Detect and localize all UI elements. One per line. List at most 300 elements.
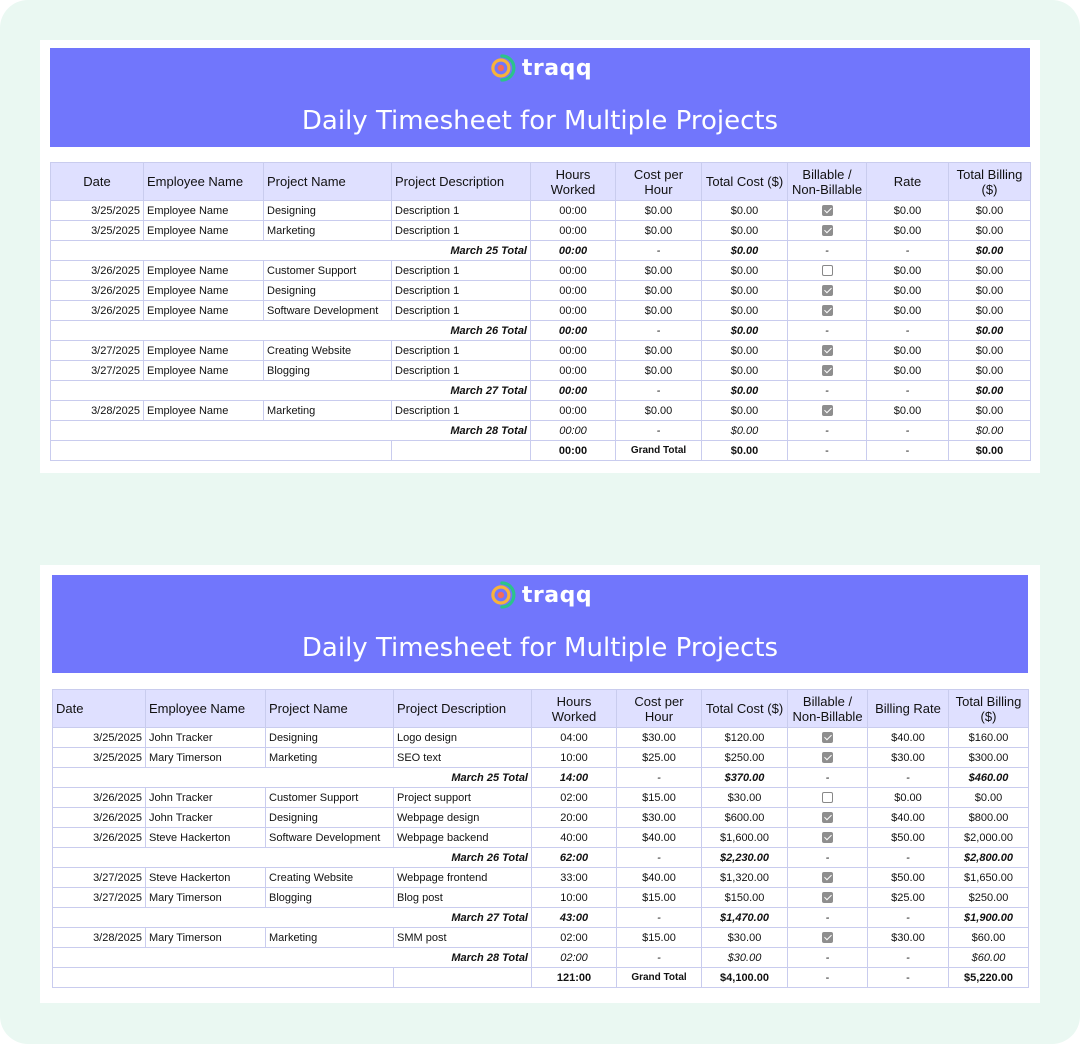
total-billing-cell: $0.00 [949, 788, 1029, 808]
subtotal-label: March 25 Total [51, 241, 531, 261]
column-header-rate: Billing Rate [868, 690, 949, 728]
project-cell: Customer Support [264, 261, 392, 281]
grand-total-empty [51, 441, 392, 461]
description-cell: Webpage backend [394, 828, 532, 848]
description-cell: Logo design [394, 728, 532, 748]
sheet-title: Daily Timesheet for Multiple Projects [301, 106, 779, 136]
checked-checkbox-icon[interactable] [822, 752, 833, 763]
rate-cell: $50.00 [868, 868, 949, 888]
description-cell: Description 1 [392, 401, 531, 421]
total-cost-cell: $0.00 [702, 401, 788, 421]
total-cost-cell: $0.00 [702, 361, 788, 381]
cost-per-hour-cell: $25.00 [617, 748, 702, 768]
subtotal-row [51, 421, 1031, 441]
checked-checkbox-icon[interactable] [822, 365, 833, 376]
grand-total-cost: $0.00 [702, 441, 788, 461]
grand-total-label: Grand Total [617, 968, 702, 988]
billable-cell [788, 808, 868, 828]
description-cell: SMM post [394, 928, 532, 948]
table-row [51, 221, 1031, 241]
subtotal-rate: - [868, 768, 949, 788]
employee-cell: Employee Name [144, 401, 264, 421]
employee-cell: Employee Name [144, 201, 264, 221]
table-row [53, 928, 1029, 948]
grand-total-billable: - [788, 441, 867, 461]
rate-cell: $0.00 [867, 281, 949, 301]
subtotal-row [51, 381, 1031, 401]
total-cost-cell: $600.00 [702, 808, 788, 828]
hours-cell: 10:00 [532, 748, 617, 768]
checked-checkbox-icon[interactable] [822, 285, 833, 296]
employee-cell: John Tracker [146, 808, 266, 828]
subtotal-label: March 26 Total [53, 848, 532, 868]
table-row [51, 301, 1031, 321]
employee-cell: Mary Timerson [146, 928, 266, 948]
table-row [51, 261, 1031, 281]
subtotal-total-cost: $2,230.00 [702, 848, 788, 868]
grand-total-empty [394, 968, 532, 988]
checked-checkbox-icon[interactable] [822, 872, 833, 883]
billable-cell [788, 261, 867, 281]
grand-total-empty [392, 441, 531, 461]
date-cell: 3/26/2025 [51, 281, 144, 301]
subtotal-total-cost: $0.00 [702, 241, 788, 261]
date-cell: 3/25/2025 [53, 748, 146, 768]
table-row [53, 788, 1029, 808]
date-cell: 3/28/2025 [53, 928, 146, 948]
unchecked-checkbox-icon[interactable] [822, 265, 833, 276]
date-cell: 3/27/2025 [53, 868, 146, 888]
grand-total-billing: $0.00 [949, 441, 1031, 461]
employee-cell: Employee Name [144, 281, 264, 301]
cost-per-hour-cell: $15.00 [617, 788, 702, 808]
total-cost-cell: $1,600.00 [702, 828, 788, 848]
timesheet-example-card [40, 565, 1040, 1003]
subtotal-billable: - [788, 381, 867, 401]
cost-per-hour-cell: $0.00 [616, 261, 702, 281]
subtotal-total-billing: $60.00 [949, 948, 1029, 968]
subtotal-label: March 28 Total [51, 421, 531, 441]
total-billing-cell: $0.00 [949, 341, 1031, 361]
cost-per-hour-cell: $0.00 [616, 201, 702, 221]
rate-cell: $40.00 [868, 808, 949, 828]
subtotal-total-cost: $0.00 [702, 381, 788, 401]
subtotal-hours: 00:00 [531, 241, 616, 261]
subtotal-row [51, 321, 1031, 341]
cost-per-hour-cell: $0.00 [616, 301, 702, 321]
date-cell: 3/26/2025 [53, 808, 146, 828]
column-header-employee-name: Employee Name [146, 690, 266, 728]
date-cell: 3/28/2025 [51, 401, 144, 421]
column-header-hours-worked: Hours Worked [532, 690, 617, 728]
total-cost-cell: $120.00 [702, 728, 788, 748]
grand-total-hours: 00:00 [531, 441, 616, 461]
table-row [53, 888, 1029, 908]
total-cost-cell: $250.00 [702, 748, 788, 768]
grand-total-row [53, 968, 1029, 988]
employee-cell: Employee Name [144, 341, 264, 361]
project-cell: Software Development [266, 828, 394, 848]
subtotal-total-cost: $0.00 [702, 321, 788, 341]
grand-total-rate: - [867, 441, 949, 461]
total-cost-cell: $0.00 [702, 201, 788, 221]
cost-per-hour-cell: $30.00 [617, 728, 702, 748]
billable-cell [788, 788, 868, 808]
date-cell: 3/26/2025 [53, 828, 146, 848]
rate-cell: $0.00 [867, 301, 949, 321]
total-cost-cell: $0.00 [702, 261, 788, 281]
description-cell: Description 1 [392, 301, 531, 321]
table-row [53, 828, 1029, 848]
rate-cell: $40.00 [868, 728, 949, 748]
traqq-logo [488, 54, 592, 82]
subtotal-rate: - [867, 421, 949, 441]
rate-cell: $25.00 [868, 888, 949, 908]
project-cell: Marketing [264, 221, 392, 241]
subtotal-row [51, 241, 1031, 261]
subtotal-total-cost: $0.00 [702, 421, 788, 441]
subtotal-cost-per-hour: - [616, 321, 702, 341]
date-cell: 3/27/2025 [51, 361, 144, 381]
description-cell: SEO text [394, 748, 532, 768]
hours-cell: 00:00 [531, 301, 616, 321]
project-cell: Blogging [266, 888, 394, 908]
subtotal-billable: - [788, 421, 867, 441]
total-billing-cell: $0.00 [949, 221, 1031, 241]
subtotal-cost-per-hour: - [616, 381, 702, 401]
subtotal-billable: - [788, 848, 868, 868]
subtotal-total-billing: $2,800.00 [949, 848, 1029, 868]
description-cell: Description 1 [392, 261, 531, 281]
subtotal-billable: - [788, 948, 868, 968]
traqq-logo [488, 581, 592, 609]
header-banner [52, 575, 1028, 673]
date-cell: 3/25/2025 [53, 728, 146, 748]
subtotal-label: March 27 Total [51, 381, 531, 401]
billable-cell [788, 401, 867, 421]
hours-cell: 00:00 [531, 261, 616, 281]
table-row [51, 341, 1031, 361]
checked-checkbox-icon[interactable] [822, 812, 833, 823]
subtotal-billable: - [788, 908, 868, 928]
rate-cell: $0.00 [868, 788, 949, 808]
subtotal-hours: 00:00 [531, 321, 616, 341]
rate-cell: $0.00 [867, 341, 949, 361]
billable-cell [788, 888, 868, 908]
checked-checkbox-icon[interactable] [822, 305, 833, 316]
billable-cell [788, 868, 868, 888]
subtotal-rate: - [868, 908, 949, 928]
total-cost-cell: $0.00 [702, 281, 788, 301]
hours-cell: 10:00 [532, 888, 617, 908]
project-cell: Designing [266, 728, 394, 748]
project-cell: Creating Website [264, 341, 392, 361]
cost-per-hour-cell: $40.00 [617, 868, 702, 888]
subtotal-total-cost: $370.00 [702, 768, 788, 788]
description-cell: Description 1 [392, 221, 531, 241]
project-cell: Customer Support [266, 788, 394, 808]
billable-cell [788, 301, 867, 321]
timesheet-table [50, 162, 1031, 461]
billable-cell [788, 828, 868, 848]
total-billing-cell: $1,650.00 [949, 868, 1029, 888]
hours-cell: 00:00 [531, 361, 616, 381]
billable-cell [788, 748, 868, 768]
table-row [51, 201, 1031, 221]
brand-name: traqq [521, 582, 593, 608]
subtotal-hours: 14:00 [532, 768, 617, 788]
description-cell: Description 1 [392, 281, 531, 301]
table-row [51, 281, 1031, 301]
rate-cell: $30.00 [868, 748, 949, 768]
project-cell: Marketing [264, 401, 392, 421]
cost-per-hour-cell: $0.00 [616, 361, 702, 381]
employee-cell: Employee Name [144, 221, 264, 241]
subtotal-cost-per-hour: - [616, 421, 702, 441]
table-row [51, 361, 1031, 381]
description-cell: Blog post [394, 888, 532, 908]
subtotal-total-billing: $0.00 [949, 381, 1031, 401]
hours-cell: 20:00 [532, 808, 617, 828]
column-header-total-billing: Total Billing ($) [949, 690, 1029, 728]
column-header-employee-name: Employee Name [144, 163, 264, 201]
traqq-logo-icon [488, 581, 516, 609]
description-cell: Description 1 [392, 341, 531, 361]
column-header-cost-per-hour: Cost per Hour [617, 690, 702, 728]
checked-checkbox-icon[interactable] [822, 832, 833, 843]
total-billing-cell: $0.00 [949, 201, 1031, 221]
total-cost-cell: $150.00 [702, 888, 788, 908]
subtotal-rate: - [867, 381, 949, 401]
date-cell: 3/26/2025 [53, 788, 146, 808]
project-cell: Creating Website [266, 868, 394, 888]
subtotal-hours: 62:00 [532, 848, 617, 868]
billable-cell [788, 728, 868, 748]
column-header-date: Date [53, 690, 146, 728]
column-header-billable: Billable / Non-Billable [788, 690, 868, 728]
rate-cell: $0.00 [867, 261, 949, 281]
subtotal-row [53, 848, 1029, 868]
employee-cell: John Tracker [146, 788, 266, 808]
employee-cell: Employee Name [144, 361, 264, 381]
employee-cell: Steve Hackerton [146, 868, 266, 888]
subtotal-row [53, 908, 1029, 928]
checked-checkbox-icon[interactable] [822, 205, 833, 216]
total-cost-cell: $0.00 [702, 221, 788, 241]
traqq-logo-icon [488, 54, 516, 82]
total-cost-cell: $30.00 [702, 788, 788, 808]
total-billing-cell: $0.00 [949, 261, 1031, 281]
hours-cell: 00:00 [531, 281, 616, 301]
rate-cell: $50.00 [868, 828, 949, 848]
subtotal-rate: - [868, 948, 949, 968]
total-billing-cell: $0.00 [949, 361, 1031, 381]
employee-cell: Employee Name [144, 261, 264, 281]
subtotal-cost-per-hour: - [616, 241, 702, 261]
subtotal-billable: - [788, 241, 867, 261]
billable-cell [788, 928, 868, 948]
subtotal-row [53, 768, 1029, 788]
hours-cell: 40:00 [532, 828, 617, 848]
total-billing-cell: $300.00 [949, 748, 1029, 768]
hours-cell: 00:00 [531, 341, 616, 361]
hours-cell: 00:00 [531, 221, 616, 241]
description-cell: Description 1 [392, 361, 531, 381]
subtotal-hours: 00:00 [531, 421, 616, 441]
total-billing-cell: $0.00 [949, 401, 1031, 421]
description-cell: Webpage design [394, 808, 532, 828]
employee-cell: Mary Timerson [146, 888, 266, 908]
grand-total-rate: - [868, 968, 949, 988]
project-cell: Blogging [264, 361, 392, 381]
header-row [51, 163, 1031, 201]
description-cell: Project support [394, 788, 532, 808]
timesheet-template-card [40, 40, 1040, 473]
subtotal-rate: - [867, 321, 949, 341]
total-billing-cell: $0.00 [949, 281, 1031, 301]
subtotal-rate: - [867, 241, 949, 261]
cost-per-hour-cell: $15.00 [617, 888, 702, 908]
cost-per-hour-cell: $15.00 [617, 928, 702, 948]
description-cell: Webpage frontend [394, 868, 532, 888]
grand-total-billable: - [788, 968, 868, 988]
subtotal-hours: 02:00 [532, 948, 617, 968]
subtotal-total-cost: $1,470.00 [702, 908, 788, 928]
employee-cell: John Tracker [146, 728, 266, 748]
employee-cell: Employee Name [144, 301, 264, 321]
column-header-project-description: Project Description [394, 690, 532, 728]
date-cell: 3/26/2025 [51, 301, 144, 321]
project-cell: Designing [266, 808, 394, 828]
rate-cell: $0.00 [867, 201, 949, 221]
subtotal-total-billing: $1,900.00 [949, 908, 1029, 928]
total-billing-cell: $2,000.00 [949, 828, 1029, 848]
date-cell: 3/25/2025 [51, 221, 144, 241]
subtotal-hours: 43:00 [532, 908, 617, 928]
checked-checkbox-icon[interactable] [822, 732, 833, 743]
hours-cell: 04:00 [532, 728, 617, 748]
grand-total-hours: 121:00 [532, 968, 617, 988]
checked-checkbox-icon[interactable] [822, 932, 833, 943]
sheet-title: Daily Timesheet for Multiple Projects [301, 633, 779, 663]
billable-cell [788, 361, 867, 381]
subtotal-total-billing: $460.00 [949, 768, 1029, 788]
billable-cell [788, 221, 867, 241]
total-billing-cell: $0.00 [949, 301, 1031, 321]
description-cell: Description 1 [392, 201, 531, 221]
checked-checkbox-icon[interactable] [822, 345, 833, 356]
checked-checkbox-icon[interactable] [822, 892, 833, 903]
total-cost-cell: $0.00 [702, 341, 788, 361]
subtotal-billable: - [788, 321, 867, 341]
rate-cell: $0.00 [867, 221, 949, 241]
header-row [53, 690, 1029, 728]
column-header-cost-per-hour: Cost per Hour [616, 163, 702, 201]
project-cell: Designing [264, 281, 392, 301]
total-cost-cell: $30.00 [702, 928, 788, 948]
subtotal-row [53, 948, 1029, 968]
rate-cell: $0.00 [867, 361, 949, 381]
subtotal-label: March 27 Total [53, 908, 532, 928]
billable-cell [788, 201, 867, 221]
total-cost-cell: $1,320.00 [702, 868, 788, 888]
date-cell: 3/27/2025 [51, 341, 144, 361]
employee-cell: Steve Hackerton [146, 828, 266, 848]
column-header-total-billing: Total Billing ($) [949, 163, 1031, 201]
table-row [53, 808, 1029, 828]
checked-checkbox-icon[interactable] [822, 225, 833, 236]
hours-cell: 33:00 [532, 868, 617, 888]
grand-total-cost: $4,100.00 [702, 968, 788, 988]
subtotal-label: March 25 Total [53, 768, 532, 788]
cost-per-hour-cell: $0.00 [616, 341, 702, 361]
subtotal-rate: - [868, 848, 949, 868]
subtotal-total-billing: $0.00 [949, 421, 1031, 441]
table-row [51, 401, 1031, 421]
brand-name: traqq [521, 55, 593, 81]
column-header-project-name: Project Name [266, 690, 394, 728]
date-cell: 3/25/2025 [51, 201, 144, 221]
column-header-total-cost: Total Cost ($) [702, 163, 788, 201]
subtotal-billable: - [788, 768, 868, 788]
column-header-rate: Rate [867, 163, 949, 201]
date-cell: 3/27/2025 [53, 888, 146, 908]
hours-cell: 00:00 [531, 201, 616, 221]
billable-cell [788, 281, 867, 301]
subtotal-cost-per-hour: - [617, 948, 702, 968]
employee-cell: Mary Timerson [146, 748, 266, 768]
subtotal-total-cost: $30.00 [702, 948, 788, 968]
subtotal-total-billing: $0.00 [949, 321, 1031, 341]
column-header-total-cost: Total Cost ($) [702, 690, 788, 728]
hours-cell: 00:00 [531, 401, 616, 421]
cost-per-hour-cell: $0.00 [616, 401, 702, 421]
cost-per-hour-cell: $0.00 [616, 281, 702, 301]
subtotal-total-billing: $0.00 [949, 241, 1031, 261]
cost-per-hour-cell: $0.00 [616, 221, 702, 241]
total-billing-cell: $250.00 [949, 888, 1029, 908]
checked-checkbox-icon[interactable] [822, 405, 833, 416]
timesheet-table [52, 689, 1029, 988]
grand-total-label: Grand Total [616, 441, 702, 461]
subtotal-label: March 26 Total [51, 321, 531, 341]
hours-cell: 02:00 [532, 788, 617, 808]
subtotal-cost-per-hour: - [617, 848, 702, 868]
grand-total-row [51, 441, 1031, 461]
cost-per-hour-cell: $30.00 [617, 808, 702, 828]
table-row [53, 868, 1029, 888]
hours-cell: 02:00 [532, 928, 617, 948]
column-header-project-description: Project Description [392, 163, 531, 201]
project-cell: Designing [264, 201, 392, 221]
billable-cell [788, 341, 867, 361]
header-banner [50, 48, 1030, 147]
table-row [53, 728, 1029, 748]
column-header-date: Date [51, 163, 144, 201]
cost-per-hour-cell: $40.00 [617, 828, 702, 848]
unchecked-checkbox-icon[interactable] [822, 792, 833, 803]
column-header-hours-worked: Hours Worked [531, 163, 616, 201]
column-header-billable: Billable / Non-Billable [788, 163, 867, 201]
column-header-project-name: Project Name [264, 163, 392, 201]
rate-cell: $0.00 [867, 401, 949, 421]
subtotal-cost-per-hour: - [617, 908, 702, 928]
project-cell: Marketing [266, 748, 394, 768]
total-cost-cell: $0.00 [702, 301, 788, 321]
grand-total-billing: $5,220.00 [949, 968, 1029, 988]
subtotal-cost-per-hour: - [617, 768, 702, 788]
total-billing-cell: $800.00 [949, 808, 1029, 828]
